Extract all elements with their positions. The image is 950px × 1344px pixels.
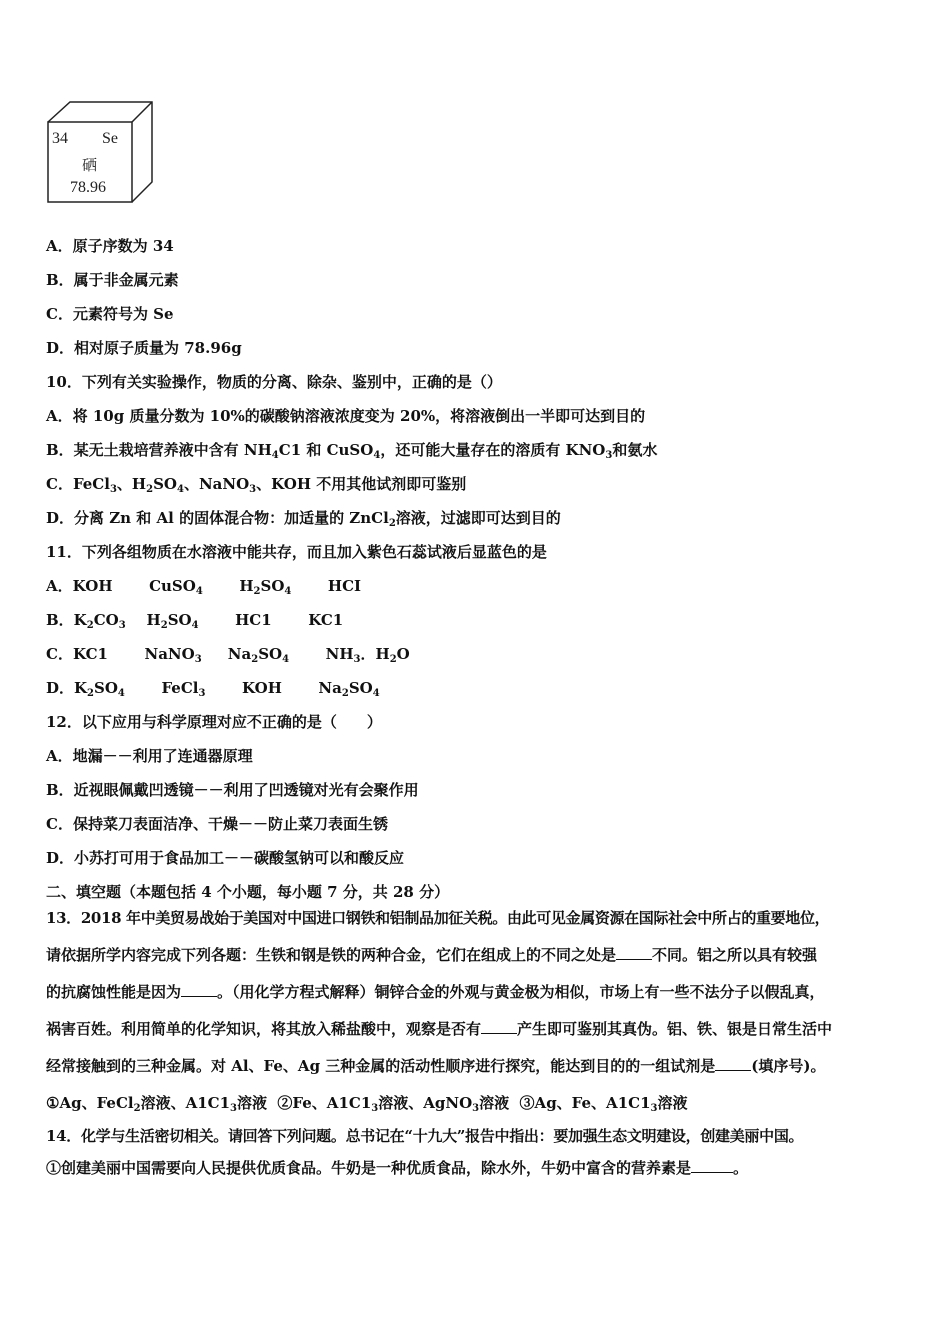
- atomic-number: 34: [52, 130, 68, 147]
- answer-blank[interactable]: [691, 1158, 733, 1173]
- q13-line-1: 13．2018 年中美贸易战始于美国对中国进口钢铁和铝制品加征关税。由此可见金属资源在国际社会中所占的重要地位，: [46, 909, 830, 927]
- element-symbol: Se: [102, 130, 118, 147]
- section-2-heading: 二、填空题（本题包括 4 个小题，每小题 7 分，共 28 分）: [46, 883, 450, 901]
- q13-line-6: ①Ag、FeCl$_2$溶液、$A1C1_3$溶液 ②Fe、$A1C1_3$溶液、AgNO$_3$溶液 ③Ag、Fe、$A1C1_3$溶液: [46, 1094, 688, 1114]
- q10-stem: 10．下列有关实验操作，物质的分离、除杂、鉴别中，正确的是（）: [46, 373, 502, 391]
- answer-blank[interactable]: [181, 982, 217, 997]
- q12-option-c: C．保持菜刀表面洁净、干燥－－防止菜刀表面生锈: [46, 815, 388, 833]
- q12-option-d: D．小苏打可用于食品加工－－碳酸氢钠可以和酸反应: [46, 849, 405, 867]
- q13-line-5: 经常接触到的三种金属。对 Al、Fe、Ag 三种金属的活动性顺序进行探究，能达到目的的一组试剂是 (填序号)。: [46, 1057, 826, 1075]
- q10-option-b: B．某无土栽培营养液中含有 $NH_4C1$ 和 CuSO$_4$，还可能大量存在的溶质有 $KNO_3$和氨水: [46, 441, 658, 461]
- answer-blank[interactable]: [715, 1056, 751, 1071]
- q10-option-c: C．FeCl$_3$、$H_2SO_4$、NaNO$_3$、KOH 不用其他试剂即可鉴别: [46, 475, 467, 495]
- q9-option-d: D．相对原子质量为 78.96g: [46, 339, 242, 357]
- answer-blank[interactable]: [616, 945, 652, 960]
- q12-option-b: B．近视眼佩戴凹透镜－－利用了凹透镜对光有会聚作用: [46, 781, 419, 799]
- answer-blank[interactable]: [481, 1019, 517, 1034]
- q11-stem: 11．下列各组物质在水溶液中能共存，而且加入紫色石蕊试液后显蓝色的是: [46, 543, 547, 561]
- q13-paragraph: [46, 908, 914, 1130]
- q12-stem: 12．以下应用与科学原理对应不正确的是（ ）: [46, 713, 382, 731]
- q13-line-4: 祸害百姓。利用简单的化学知识，将其放入稀盐酸中，观察是否有 产生即可鉴别其真伪。铝、铁、银是日常生活中: [46, 1020, 833, 1038]
- q13-line-2: 请依据所学内容完成下列各题：生铁和钢是铁的两种合金，它们在组成上的不同之处是 不同。铝之所以具有较强: [46, 946, 818, 964]
- element-cell-selenium: [46, 100, 154, 204]
- q9-option-a: A．原子序数为 34: [46, 237, 174, 255]
- q11-option-c: C．KC1 NaNO$_3$ $Na_2SO_4$ $NH_3$．$H_2O$: [46, 645, 410, 665]
- q10-option-a: A．将 10g 质量分数为 10%的碳酸钠溶液浓度变为 20%，将溶液倒出一半即可达到目的: [46, 407, 646, 425]
- q13-line-3: 的抗腐蚀性能是因为 。（用化学方程式解释）铜锌合金的外观与黄金极为相似，市场上有一些不法分子以假乱真，: [46, 983, 825, 1001]
- q9-option-b: B．属于非金属元素: [46, 271, 179, 289]
- q14-line-2: ①创建美丽中国需要向人民提供优质食品。牛奶是一种优质食品，除水外，牛奶中富含的营养素是 。: [46, 1159, 749, 1177]
- q11-option-d: D．$K_2SO_4$ FeCl$_3$ KOH $Na_2SO_4$: [46, 679, 380, 699]
- q11-option-a: A．KOH CuSO$_4$ $H_2SO_4$ HCI: [46, 577, 362, 597]
- element-name: 硒: [82, 156, 98, 174]
- q11-option-b: B．$K_2CO_3$ $H_2SO_4$ HC1 KC1: [46, 611, 344, 631]
- q14-line-1: 14．化学与生活密切相关。请回答下列问题。总书记在“十九大”报告中指出：要加强生态文明建设，创建美丽中国。: [46, 1127, 804, 1145]
- q14-paragraph: [46, 1126, 914, 1195]
- q12-option-a: A．地漏－－利用了连通器原理: [46, 747, 253, 765]
- atomic-mass: 78.96: [70, 179, 106, 196]
- q10-option-d: D．分离 Zn 和 Al 的固体混合物：加适量的 ZnCl$_2$溶液，过滤即可达到目的: [46, 509, 561, 529]
- q9-option-c: C．元素符号为 Se: [46, 305, 174, 323]
